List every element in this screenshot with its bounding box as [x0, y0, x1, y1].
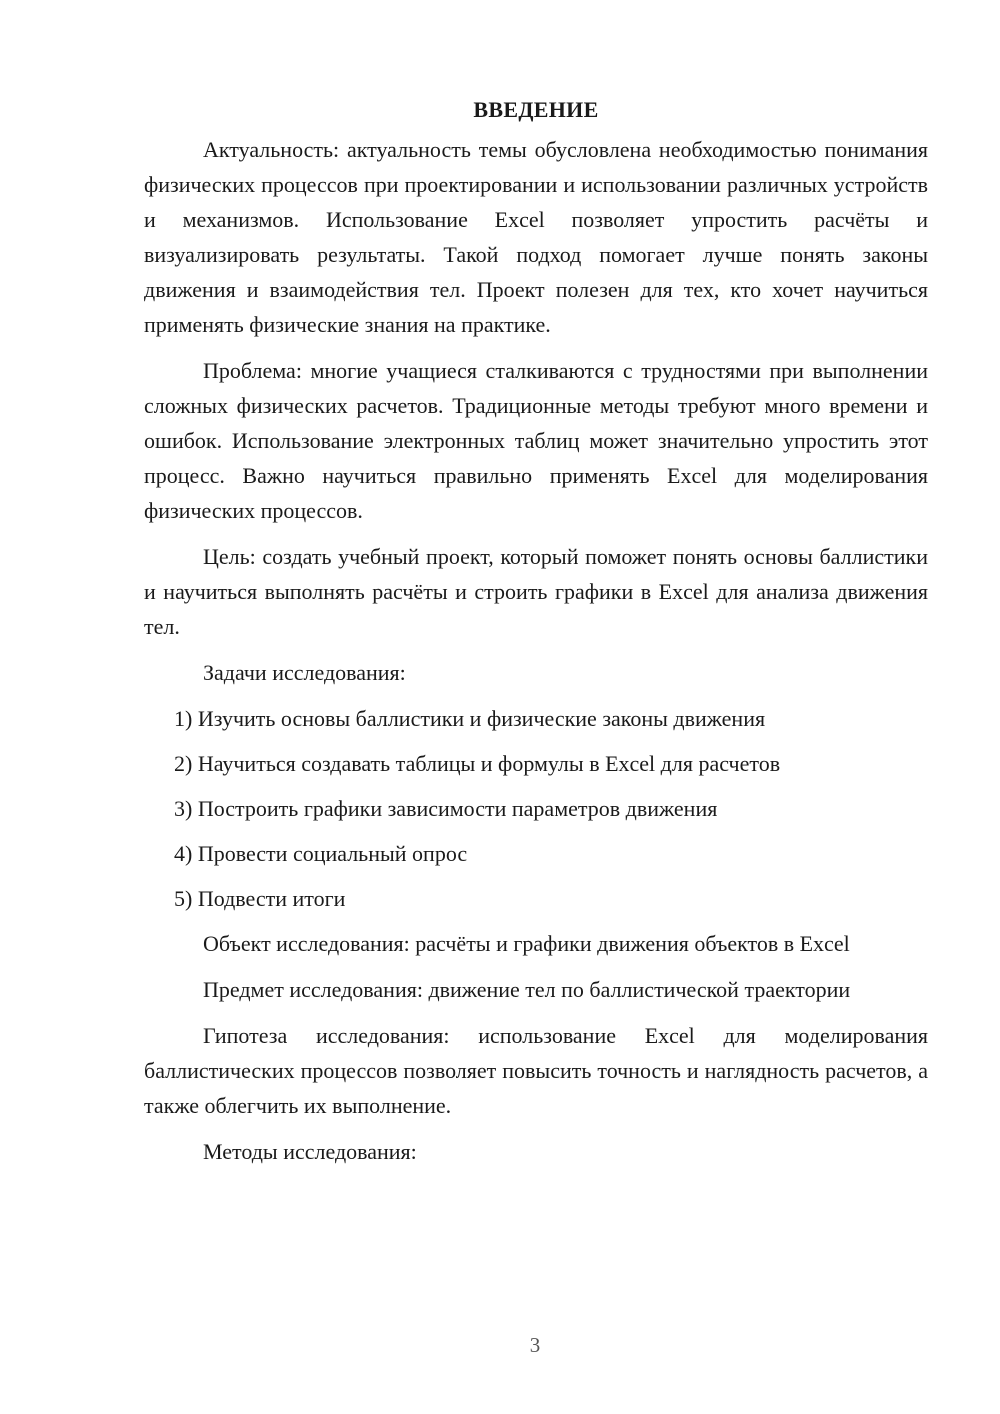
section-title: ВВЕДЕНИЕ [473, 97, 599, 122]
task-item: 2) Научиться создавать таблицы и формулы в Excel для расчетов [174, 751, 781, 776]
subject-paragraph: Предмет исследования: движение тел по баллистической траектории [203, 977, 851, 1002]
task-item: 5) Подвести итоги [174, 886, 346, 911]
document-page [144, 92, 928, 1180]
tasks-heading: Задачи исследования: [203, 660, 406, 685]
task-item: 1) Изучить основы баллистики и физические законы движения [174, 706, 766, 731]
task-item: 4) Провести социальный опрос [174, 841, 468, 866]
relevance-paragraph: Актуальность: актуальность темы обусловлена необходимостью понимания физических процессов при проектировании и использовании различных устройств и механизмов. Использование Excel позволяет упростить расчёты и визуализировать результаты. Такой подход помогает лучше понять законы движения и взаимодействия тел. Проект полезен для тех, кто хочет научиться применять физические знания на практике. [144, 137, 928, 337]
task-item: 3) Построить графики зависимости параметров движения [174, 796, 718, 821]
methods-heading: Методы исследования: [203, 1139, 417, 1164]
tasks-list [144, 701, 928, 916]
object-paragraph: Объект исследования: расчёты и графики движения объектов в Excel [203, 931, 850, 956]
problem-paragraph: Проблема: многие учащиеся сталкиваются с трудностями при выполнении сложных физических расчетов. Традиционные методы требуют много времени и ошибок. Использование электронных таблиц может значительно упростить этот процесс. Важно научиться правильно применять Excel для моделирования физических процессов. [144, 358, 928, 523]
goal-paragraph: Цель: создать учебный проект, который поможет понять основы баллистики и научиться выполнять расчёты и строить графики в Excel для анализа движения тел. [144, 544, 928, 639]
hypothesis-paragraph: Гипотеза исследования: использование Excel для моделирования баллистических процессов позволяет повысить точность и наглядность расчетов, а также облегчить их выполнение. [144, 1023, 928, 1118]
page-number: 3 [529, 1333, 541, 1357]
